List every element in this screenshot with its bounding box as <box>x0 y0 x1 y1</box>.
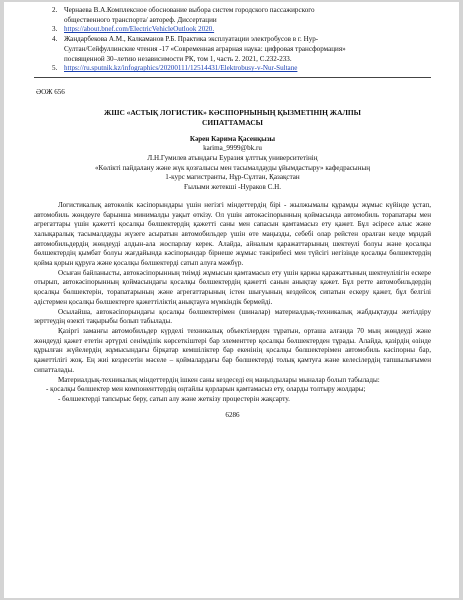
udc-code: ӘОЖ 656 <box>36 87 65 96</box>
reference-line: Султан/Сейфуллинские чтения -17 «Современная аграрная наука: цифровая трансформация» <box>64 44 346 53</box>
reference-line: посвященной 30–летию независимости РК, том 1, часть 2. 2021, С.232-233. <box>64 54 292 63</box>
document-page <box>4 2 459 598</box>
bullet-item: - қосалқы бөлшектер мен компоненттердің оңтайлы қорларын қамтамасыз ету, оларды толтыру жолдары; <box>46 385 366 394</box>
body-paragraph: Осылайша, автокәсіпорындағы қосалқы бөлшектерімен (шиналар) материалдық-техникалық жабдықтауды жетілдіру зерттеудің өзекті тақырыбы болып табылады. <box>34 307 431 326</box>
author-university: Л.Н.Гумилев атындағы Еуразия ұлттық университетінің <box>147 154 318 163</box>
author-supervisor: Ғылыми жетекші -Нураков С.Н. <box>184 183 281 192</box>
reference-line: Чернаева В.А.Комплексное обоснование выбора систем городского пассажирского <box>64 6 315 14</box>
title-line: ЖШС «АСТЫҚ ЛОГИСТИК» КӘСІПОРНЫНЫҢ ҚЫЗМЕТІНІҢ ЖАЛПЫ <box>104 107 361 117</box>
author-department: «Көлікті пайдалану және жүк қозғалысы мен тасымалдауды ұйымдастыру» кафедрасының <box>94 163 371 172</box>
reference-item <box>34 64 431 74</box>
reference-line: общественного транспорта/ автореф. Диссертации <box>64 15 217 24</box>
reference-item <box>34 25 431 35</box>
body-paragraph: Осыған байланысты, автокәсіпорынның тиімді жұмысын қамтамасыз ету үшін қаржы қаражаттының шектеулілігін ескере отырып, автокәсіпорынның қоймасындағы қосалқы бөлшектердің қажетті санын анықтау қажет. Бұл ретте автомобильдердің қосалқы бөлшектерін, торапатарының және агрегаттарының істен шығуының кездейсоқ сипатын ескеру қажет, бұл белгілі әдістермен қосалқы бөлшектерге қажеттіліктің анықтауға мүмкіндік бермейді. <box>34 268 431 306</box>
article-body <box>34 201 431 405</box>
reference-link[interactable]: https://about.bnef.com/ElectricVehicleOutlook 2020. <box>64 25 215 34</box>
reference-number: 5. <box>52 64 58 73</box>
page-number: 6286 <box>225 410 240 419</box>
reference-line: Жандарбекова А.М., Калкаманов Р.Б. Практика эксплуатации электробусов в г. Нур- <box>64 35 319 44</box>
reference-item <box>34 35 431 64</box>
author-email: karima_9999@bk.ru <box>203 144 262 153</box>
reference-number: 4. <box>52 35 58 44</box>
body-paragraph: Қазіргі заманғы автомобильдер күрделі техникалық объектілерден тұратын, орташа алғанда 70 мың жөндеуді және жөндеуді қажет ететін әртүрлі сенімділік көрсеткіштері бар элементтер қосалқы бөлшектерден тұрады. Алайда, қазірдің өзінде құрылған жүйелердің жұмысындағы бірқатар кемшіліктер бар екенінің қосалқы бөлшектерімен автомобиль кәсіпорны бар, қажеттілігі жоқ. Ең жиі кездесетін мәселе – қоймалардағы бар бөлшектерді толық қамтуға және келесілердің тапшылығымен сипатталады. <box>34 326 431 374</box>
author-course: 1-курс магистранты, Нұр-Сұлтан, Қазақстан <box>165 173 300 182</box>
reference-number: 3. <box>52 25 58 34</box>
section-divider <box>34 77 431 78</box>
reference-item <box>34 6 431 25</box>
author-name: Кәрен Карима Қасенқызы <box>189 134 276 143</box>
body-paragraph: Логистикалық автокөлік кәсіпорындары үшін негізгі міндеттердің бірі - жылжымалы құрамды жұмыс күйінде ұстап, автомобиль жөндеуге барынша минималды уақыт өткізу. Ол үшін автокәсіпорынның қоймасында автомобиль торапатары мен агрегаттары үшін қажетті қосалқы бөлшектердің қажетті саны мен сапасын қамтамасыз ету қажет. Бұл әсіресе алыс және халықаралық тасымалдауды жүзеге асыратын автомобильдер үшін өте маңызды, себебі олар рейстен оралған кезде мұндай автомобильдердің жөндеуді алдын-ала жоспарлау керек. Алайда, айналым қаражаттарының шектеулі болуы және қосалқы бөлшектердің қымбат болуы жағдайында кәсіпорындар бірнеше жұмыс тәжірибесі мен түйсігі негізінде қосалқы бөлшектердің қойма қорын құруға және қосалқы бөлшектерді сатып алуға мәжбүр. <box>34 200 431 268</box>
article-title <box>34 108 431 128</box>
reference-number: 2. <box>52 6 58 14</box>
body-paragraph: Материалдық-техникалық міндеттердің ішкен саны кездеседі ең маңыздылары мыналар болып табылады: <box>58 375 380 384</box>
reference-list <box>34 6 431 74</box>
bullet-item: - бөлшектерді тапсырыс беру, сатып алу және жеткізу процестерін жақсарту. <box>58 394 290 403</box>
title-line: СИПАТТАМАСЫ <box>202 117 263 127</box>
reference-link[interactable]: https://ru.sputnik.kz/infographics/20200111/12514431/Elektrobusy-v-Nur-Sultane <box>64 64 298 73</box>
